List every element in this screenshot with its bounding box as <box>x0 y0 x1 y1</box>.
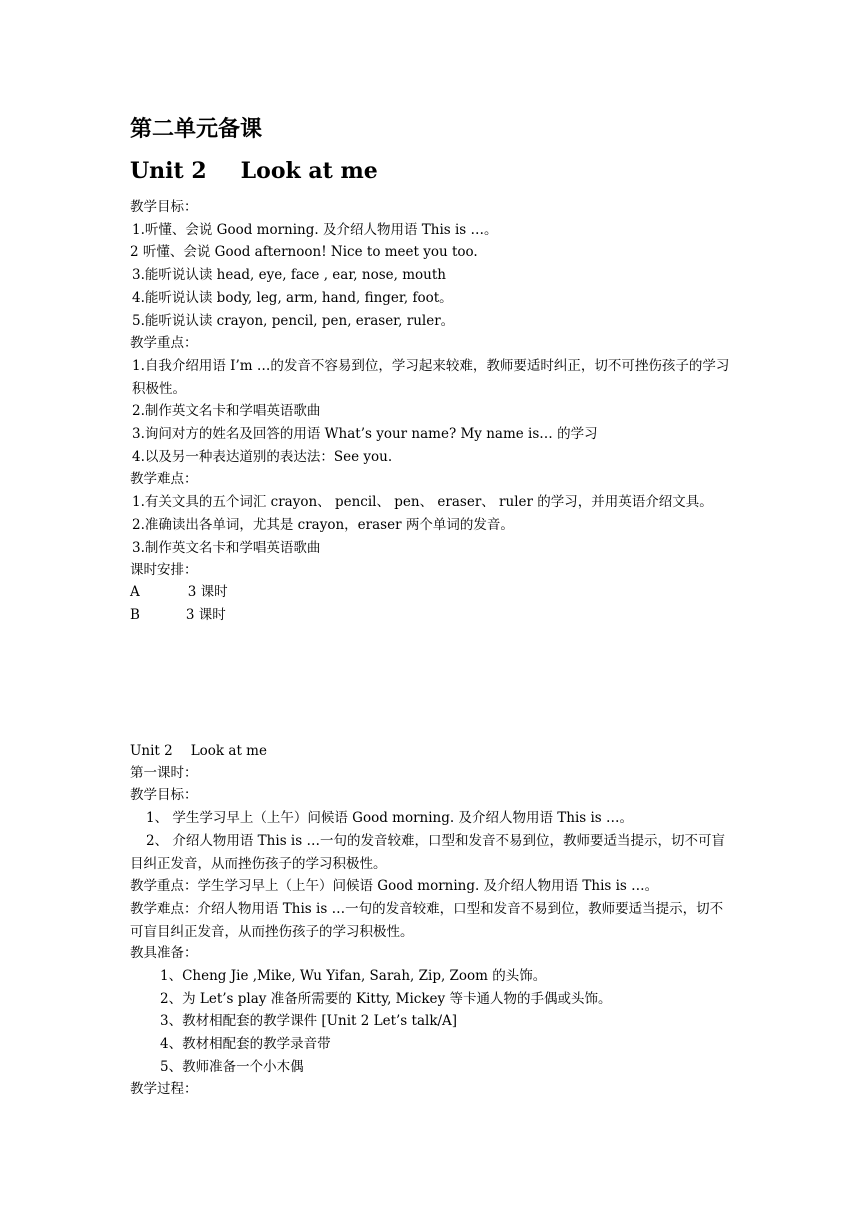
goal-item: 2 听懂、会说 Good afternoon! Nice to meet you too. <box>130 244 478 260</box>
schedule-hours: 3 课时 <box>185 607 226 623</box>
unit-number: Unit 2 <box>130 158 207 184</box>
goal-item: 4.能听说认读 body, leg, arm, hand, finger, foot。 <box>132 290 453 306</box>
difficult-item: 2.准确读出各单词，尤其是 crayon，eraser 两个单词的发音。 <box>132 517 514 533</box>
lesson-number: 第一课时： <box>130 765 198 781</box>
schedule-part: A <box>130 584 140 600</box>
schedule-row <box>130 605 226 625</box>
schedule-row <box>130 582 228 602</box>
difficult-label: 教学难点： <box>130 471 198 487</box>
prep-item: 2、为 Let’s play 准备所需要的 Kitty, Mickey 等卡通人物的手偶或头饰。 <box>160 991 612 1007</box>
lesson-key: 教学重点：学生学习早上（上午）问候语 Good morning. 及介绍人物用语 This is …。 <box>130 878 659 894</box>
key-label: 教学重点： <box>130 335 198 351</box>
goal-item: 3.能听说认读 head, eye, face , ear, nose, mouth <box>132 267 446 283</box>
key-item: 1.自我介绍用语 I’m …的发音不容易到位，学习起来较难，教师要适时纠正，切不可挫伤孩子的学习积极性。 <box>132 358 730 397</box>
goal-item: 5.能听说认读 crayon, pencil, pen, eraser, ruler。 <box>132 313 455 329</box>
lesson-goal-item: 2、 介绍人物用语 This is …一句的发音较难，口型和发音不易到位，教师要适当提示，切不可盲目纠正发音，从而挫伤孩子的学习积极性。 <box>130 833 725 872</box>
schedule-part: B <box>130 607 140 623</box>
key-item: 3.询问对方的姓名及回答的用语 What’s your name? My name is… 的学习 <box>132 426 598 442</box>
goal-item: 1.听懂、会说 Good morning. 及介绍人物用语 This is …。 <box>132 222 498 238</box>
key-item: 4.以及另一种表达道别的表达法：See you. <box>132 449 393 465</box>
lesson-unit-name: Look at me <box>190 743 267 759</box>
prep-item: 5、教师准备一个小木偶 <box>160 1059 304 1075</box>
unit-heading <box>130 158 378 184</box>
process-label: 教学过程： <box>130 1081 198 1097</box>
difficult-item: 1.有关文具的五个词汇 crayon、 pencil、 pen、 eraser、 ruler 的学习，并用英语介绍文具。 <box>132 494 713 510</box>
lesson-difficult: 教学难点：介绍人物用语 This is …一句的发音较难，口型和发音不易到位，教师要适当提示，切不可盲目纠正发音，从而挫伤孩子的学习积极性。 <box>130 901 724 940</box>
lesson-goal-item: 1、 学生学习早上（上午）问候语 Good morning. 及介绍人物用语 This is …。 <box>146 810 634 826</box>
lesson-header <box>130 741 267 761</box>
lesson-goals-label: 教学目标： <box>130 787 198 803</box>
prep-item: 4、教材相配套的教学录音带 <box>160 1036 331 1052</box>
schedule-label: 课时安排： <box>130 562 198 578</box>
key-item: 2.制作英文名卡和学唱英语歌曲 <box>132 403 321 419</box>
goals-label: 教学目标： <box>130 199 198 215</box>
prep-item: 3、教材相配套的教学课件 [Unit 2 Let’s talk/A] <box>160 1013 458 1029</box>
page-title: 第二单元备课 <box>130 116 263 142</box>
prep-item: 1、Cheng Jie ,Mike, Wu Yifan, Sarah, Zip, Zoom 的头饰。 <box>160 968 547 984</box>
schedule-hours: 3 课时 <box>187 584 228 600</box>
unit-name: Look at me <box>240 158 378 184</box>
lesson-unit: Unit 2 <box>130 743 173 759</box>
difficult-item: 3.制作英文名卡和学唱英语歌曲 <box>132 540 321 556</box>
prep-label: 教具准备： <box>130 945 198 961</box>
